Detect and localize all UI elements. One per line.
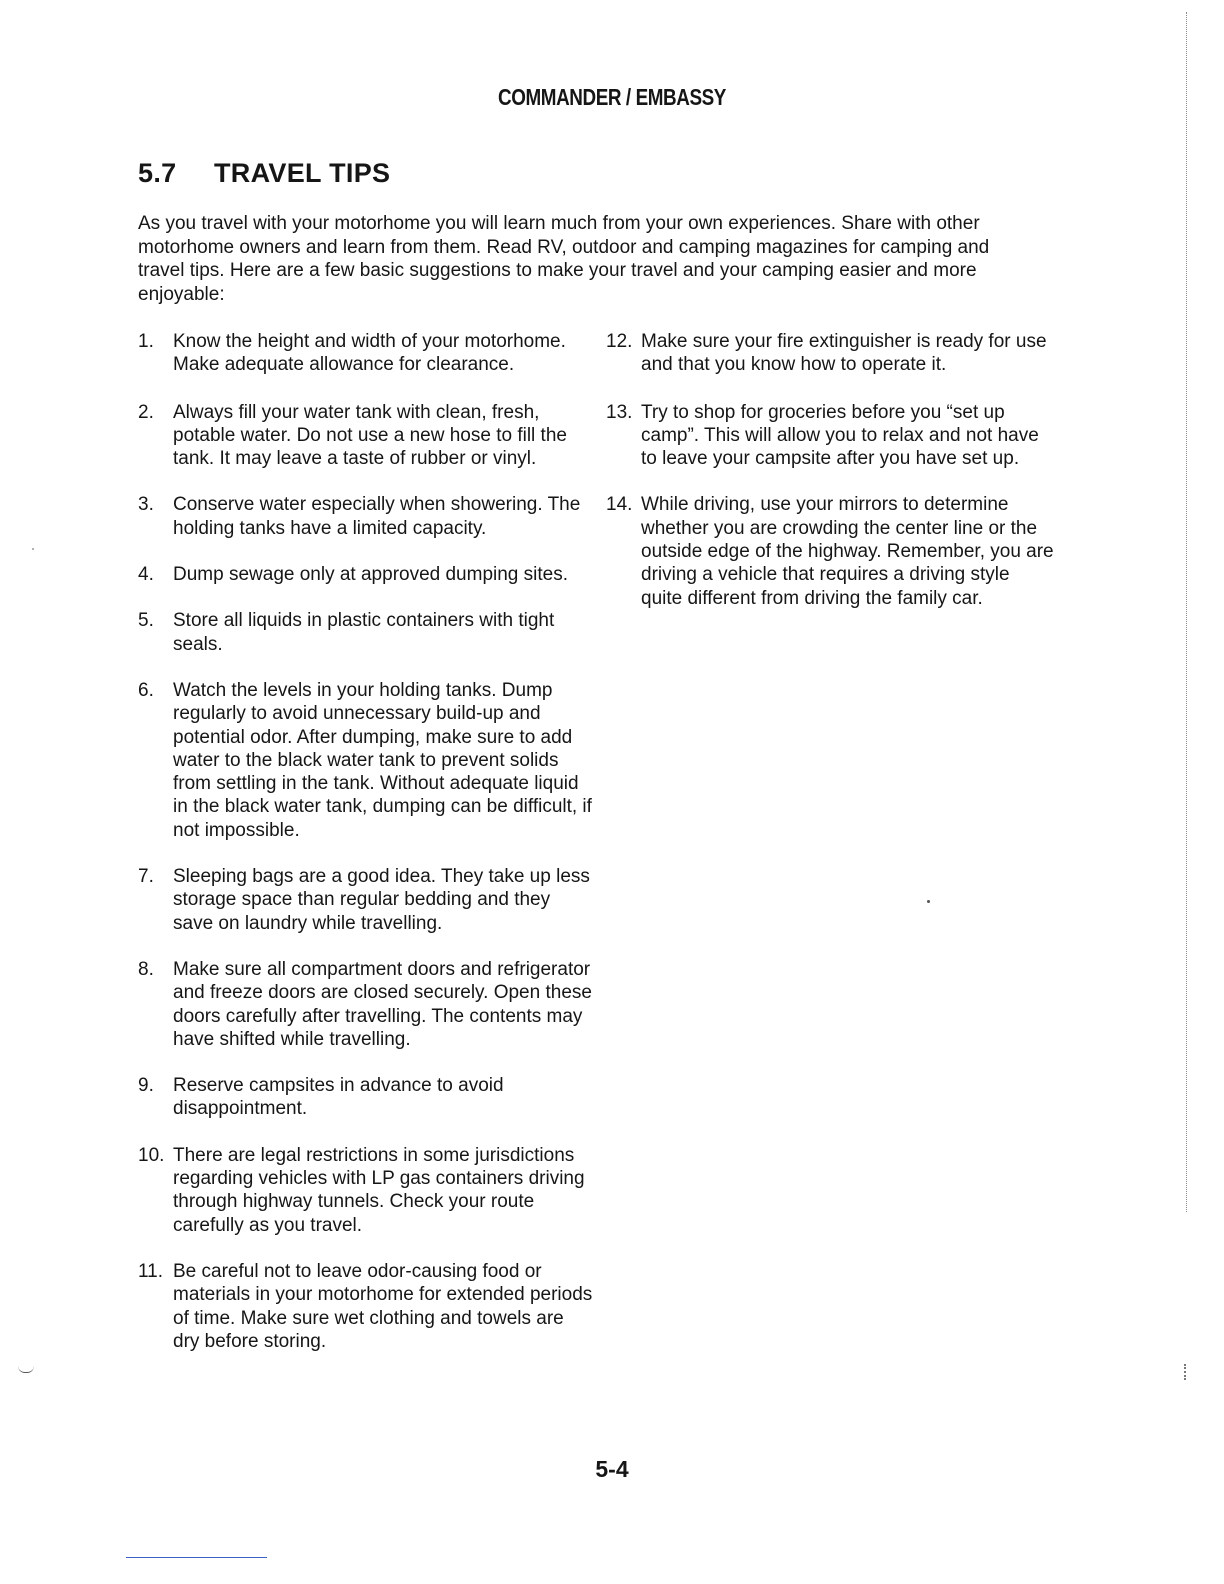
list-item-text: Always fill your water tank with clean, fresh, potable water. Do not use a new hose to fill the tank. It may leave a taste of rubber or vinyl. [173, 401, 567, 470]
page-number: 5-4 [595, 1456, 629, 1482]
scan-edge-line [1186, 12, 1187, 1212]
list-item-text: Watch the levels in your holding tanks. Dump regularly to avoid unnecessary build-up and potential odor. After dumping, make sure to add water to the black water tank to prevent solids from settling in the tank. Without adequate liquid in the black water tank, dumping can be difficult, if not impossible. [173, 679, 592, 841]
list-item-number: 2. [138, 401, 154, 423]
list-item [138, 401, 593, 471]
list-item-text: Dump sewage only at approved dumping sites. [173, 564, 569, 586]
list-item-number: 5. [138, 610, 154, 632]
list-item [138, 958, 593, 1051]
list-item-number: 7. [138, 866, 154, 888]
list-item [138, 1144, 593, 1237]
list-item-text: Sleeping bags are a good idea. They take up less storage space than regular bedding and they save on laundry while travelling. [173, 866, 590, 934]
list-item-number: 6. [138, 679, 154, 701]
list-item-text: Make sure your fire extinguisher is ready for use and that you know how to operate it. [641, 331, 1047, 376]
list-item-text: There are legal restrictions in some jurisdictions regarding vehicles with LP gas containers driving through highway tunnels. Check your route carefully as you travel. [173, 1144, 585, 1236]
list-item [138, 679, 593, 842]
list-item [606, 330, 1056, 377]
intro-paragraph: As you travel with your motorhome you will learn much from your own experiences. Share with other motorhome owners and learn from them. Read RV, outdoor and camping magazines for camping and travel tips. Here are a few basic suggestions to make your travel and your camping easier and more enjoyable: [138, 213, 990, 305]
scan-speck [32, 548, 34, 550]
list-item-text: Make sure all compartment doors and refrigerator and freeze doors are closed securely. Open these doors carefully after travelling. The contents may have shifted while travelling. [173, 958, 592, 1050]
list-item-number: 8. [138, 958, 154, 980]
list-item [138, 493, 593, 540]
scan-edge-mark [1184, 1364, 1186, 1380]
list-item-text: While driving, use your mirrors to determine whether you are crowding the center line or the outside edge of the highway. Remember, you are driving a vehicle that requires a driving style quite different from driving the family car. [641, 494, 1054, 609]
list-item-text: Know the height and width of your motorhome. Make adequate allowance for clearance. [173, 331, 566, 376]
list-item-number: 13. [606, 401, 633, 423]
list-item-text: Store all liquids in plastic containers with tight seals. [173, 610, 555, 655]
bottom-rule [126, 1557, 267, 1558]
list-item-number: 10. [138, 1144, 165, 1166]
list-item-number: 11. [138, 1260, 164, 1282]
list-item-text: Be careful not to leave odor-causing food or materials in your motorhome for extended periods of time. Make sure wet clothing and towels are dry before storing. [173, 1260, 593, 1352]
list-item-text: Try to shop for groceries before you “set up camp”. This will allow you to relax and not have to leave your campsite after you have set up. [641, 401, 1039, 470]
section-heading [138, 158, 390, 189]
list-item-text: Reserve campsites in advance to avoid disappointment. [173, 1075, 504, 1120]
section-title: TRAVEL TIPS [214, 158, 391, 188]
list-item-number: 14. [606, 494, 633, 516]
list-item [606, 493, 1056, 609]
list-item [138, 865, 593, 935]
list-item [138, 563, 593, 586]
scan-speck [927, 900, 930, 903]
list-item [138, 609, 593, 656]
document-header: COMMANDER / EMBASSY [498, 84, 726, 110]
tips-left-column [138, 330, 593, 1353]
list-item [138, 1260, 593, 1353]
list-item [138, 1074, 593, 1121]
scan-corner-mark [18, 1366, 34, 1373]
section-number: 5.7 [138, 158, 177, 188]
list-item-number: 1. [138, 331, 154, 352]
list-item [138, 330, 593, 377]
list-item-text: Conserve water especially when showering. The holding tanks have a limited capacity. [173, 494, 581, 539]
list-item-number: 3. [138, 494, 154, 516]
list-item [606, 401, 1056, 471]
tips-right-column [606, 330, 1056, 610]
list-item-number: 4. [138, 564, 154, 586]
list-item-number: 9. [138, 1075, 154, 1097]
list-item-number: 12. [606, 331, 633, 352]
